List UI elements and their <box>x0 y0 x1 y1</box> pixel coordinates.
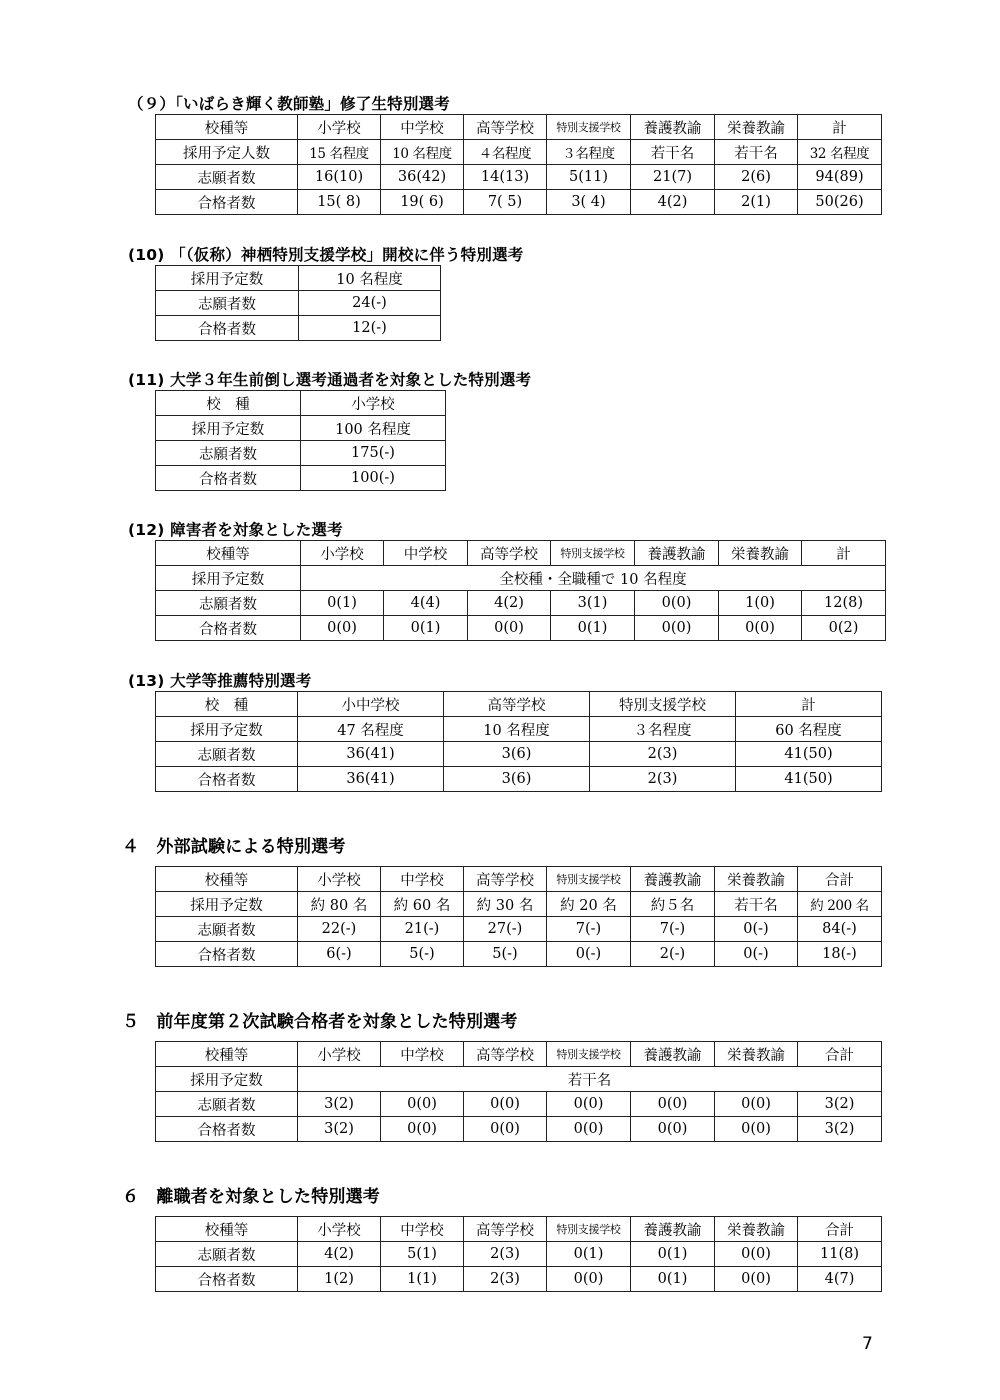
table-row <box>156 541 886 566</box>
row-label: 志願者数 <box>156 291 299 316</box>
section-11-heading: (11) 大学３年生前倒し選考通過者を対象とした特別選考 <box>128 371 532 389</box>
table-cell: 3(2) <box>798 1092 882 1117</box>
table-cell: 合計 <box>798 1042 882 1067</box>
table-cell: 0(0) <box>468 616 551 641</box>
table-row <box>156 591 886 616</box>
table-cell: 3(2) <box>798 1117 882 1142</box>
table-cell: 0(2) <box>802 616 886 641</box>
table-cell: 2(3) <box>464 1242 547 1267</box>
table-cell: 高等学校 <box>468 541 551 566</box>
section-12-heading: (12) 障害者を対象とした選考 <box>128 521 343 539</box>
table-cell: 15( 8) <box>298 190 381 215</box>
table-row <box>156 1217 882 1242</box>
table-cell: 約 30 名 <box>464 892 547 917</box>
table-cell: 特別支援学校 <box>590 692 736 717</box>
table-cell: 4(4) <box>384 591 468 616</box>
table-cell: 14(13) <box>464 165 547 190</box>
row-label: 志願者数 <box>156 591 301 616</box>
table-row <box>156 616 886 641</box>
table-cell: 0(0) <box>635 616 719 641</box>
table-cell: 養護教諭 <box>631 115 715 140</box>
table-cell: 0(1) <box>551 616 635 641</box>
table-cell: 特別支援学校 <box>551 541 635 566</box>
table-cell: 21(-) <box>381 917 464 942</box>
table-cell: 21(7) <box>631 165 715 190</box>
table-cell: 15 名程度 <box>298 140 381 165</box>
table-cell: 60 名程度 <box>736 717 882 742</box>
table-cell: 養護教諭 <box>631 867 715 892</box>
table-cell: 50(26) <box>798 190 882 215</box>
table-cell: 0(0) <box>719 616 802 641</box>
table-cell: 小学校 <box>298 1042 381 1067</box>
table-row <box>156 942 882 967</box>
table-cell: 養護教諭 <box>631 1042 715 1067</box>
table-cell: 2(3) <box>464 1267 547 1292</box>
table-cell: 4(2) <box>298 1242 381 1267</box>
table-cell: 11(8) <box>798 1242 882 1267</box>
row-label: 志願者数 <box>156 1092 298 1117</box>
table-cell: 0(1) <box>301 591 384 616</box>
table-cell: 特別支援学校 <box>547 867 631 892</box>
table-cell: 19( 6) <box>381 190 464 215</box>
table-cell: 高等学校 <box>464 867 547 892</box>
row-label: 志願者数 <box>156 165 298 190</box>
table-row <box>156 291 441 316</box>
row-label: 合格者数 <box>156 1267 298 1292</box>
table-row <box>156 1092 882 1117</box>
table-row <box>156 1042 882 1067</box>
row-label: 採用予定数 <box>156 717 298 742</box>
table-cell: 0(-) <box>547 942 631 967</box>
table-cell: 10 名程度 <box>299 266 441 291</box>
table-cell: 3(6) <box>444 742 590 767</box>
section-10-heading: (10) 「（仮称）神栖特別支援学校」開校に伴う特別選考 <box>128 246 524 264</box>
table-cell: 1(2) <box>298 1267 381 1292</box>
table-cell: 27(-) <box>464 917 547 942</box>
table-cell: 7(-) <box>631 917 715 942</box>
table-row <box>156 692 882 717</box>
table-cell: 高等学校 <box>444 692 590 717</box>
table-row <box>156 1242 882 1267</box>
table-cell: 小中学校 <box>298 692 444 717</box>
table-row <box>156 466 446 491</box>
table-cell: 41(50) <box>736 767 882 792</box>
section-5-table <box>155 1041 882 1142</box>
table-cell: 32 名程度 <box>798 140 882 165</box>
row-label: 合格者数 <box>156 316 299 341</box>
table-cell: 中学校 <box>384 541 468 566</box>
table-cell: 0(1) <box>631 1267 715 1292</box>
row-label: 合格者数 <box>156 942 298 967</box>
table-row <box>156 416 446 441</box>
table-cell: 0(-) <box>715 942 798 967</box>
table-cell: 0(0) <box>715 1267 798 1292</box>
table-cell: 5(11) <box>547 165 631 190</box>
table-cell: 特別支援学校 <box>547 1217 631 1242</box>
table-cell: 約 80 名 <box>298 892 381 917</box>
row-label: 校 種 <box>156 391 301 416</box>
page-number: 7 <box>862 1334 873 1354</box>
table-cell: 0(0) <box>631 1117 715 1142</box>
table-cell: 計 <box>736 692 882 717</box>
table-cell: 100 名程度 <box>301 416 446 441</box>
table-cell: 4(2) <box>468 591 551 616</box>
table-cell: 4(7) <box>798 1267 882 1292</box>
table-cell: 中学校 <box>381 867 464 892</box>
table-cell: 5(-) <box>464 942 547 967</box>
table-cell: 養護教諭 <box>631 1217 715 1242</box>
table-cell: 高等学校 <box>464 115 547 140</box>
row-label: 合格者数 <box>156 616 301 641</box>
table-cell: 0(1) <box>631 1242 715 1267</box>
table-cell: 2(6) <box>715 165 798 190</box>
section-10-table <box>155 265 441 341</box>
table-cell: ３名程度 <box>547 140 631 165</box>
table-cell: 18(-) <box>798 942 882 967</box>
table-cell: 合計 <box>798 867 882 892</box>
table-cell: 94(89) <box>798 165 882 190</box>
table-cell: 約 20 名 <box>547 892 631 917</box>
table-cell: 3(6) <box>444 767 590 792</box>
row-label: 合格者数 <box>156 767 298 792</box>
section-5-heading: ５ 前年度第２次試験合格者を対象とした特別選考 <box>122 1012 518 1032</box>
table-cell: 3(1) <box>551 591 635 616</box>
table-cell: ３名程度 <box>590 717 736 742</box>
row-label: 志願者数 <box>156 917 298 942</box>
row-label: 合格者数 <box>156 466 301 491</box>
table-cell: 0(0) <box>547 1092 631 1117</box>
row-label: 採用予定数 <box>156 416 301 441</box>
table-cell: 5(1) <box>381 1242 464 1267</box>
table-row <box>156 190 882 215</box>
table-row <box>156 767 882 792</box>
table-cell: 0(0) <box>631 1092 715 1117</box>
row-label: 校種等 <box>156 115 298 140</box>
table-cell: 10 名程度 <box>381 140 464 165</box>
row-label: 志願者数 <box>156 441 301 466</box>
table-cell: 1(0) <box>719 591 802 616</box>
table-cell: 0(0) <box>635 591 719 616</box>
section-13-heading: (13) 大学等推薦特別選考 <box>128 672 312 690</box>
table-cell: 若干名 <box>715 140 798 165</box>
table-cell: 6(-) <box>298 942 381 967</box>
row-label: 校種等 <box>156 1042 298 1067</box>
table-cell: 小学校 <box>301 541 384 566</box>
table-cell: 2(1) <box>715 190 798 215</box>
table-cell: 小学校 <box>298 867 381 892</box>
table-row <box>156 867 882 892</box>
table-cell: 栄養教諭 <box>715 1042 798 1067</box>
table-cell: 小学校 <box>301 391 446 416</box>
table-cell: 合計 <box>798 1217 882 1242</box>
table-cell: 0(1) <box>384 616 468 641</box>
table-row <box>156 717 882 742</box>
table-cell: 0(0) <box>464 1117 547 1142</box>
row-label: 採用予定数 <box>156 1067 298 1092</box>
table-cell: 0(0) <box>301 616 384 641</box>
table-cell: 84(-) <box>798 917 882 942</box>
section-13-table <box>155 691 882 792</box>
table-cell: 4(2) <box>631 190 715 215</box>
table-cell: 2(3) <box>590 767 736 792</box>
table-row <box>156 1067 882 1092</box>
table-cell: 特別支援学校 <box>547 115 631 140</box>
table-cell: 若干名 <box>715 892 798 917</box>
section-11-table <box>155 390 446 491</box>
table-row <box>156 441 446 466</box>
table-cell: 高等学校 <box>464 1042 547 1067</box>
table-cell: 高等学校 <box>464 1217 547 1242</box>
table-row <box>156 1267 882 1292</box>
table-cell: 約 60 名 <box>381 892 464 917</box>
row-label: 志願者数 <box>156 1242 298 1267</box>
table-row <box>156 165 882 190</box>
table-row <box>156 316 441 341</box>
row-label: 採用予定人数 <box>156 140 298 165</box>
row-label: 校種等 <box>156 1217 298 1242</box>
table-cell: 7(-) <box>547 917 631 942</box>
table-cell: 若干名 <box>631 140 715 165</box>
section-6-table <box>155 1216 882 1292</box>
table-cell: 0(1) <box>547 1242 631 1267</box>
row-label: 志願者数 <box>156 742 298 767</box>
table-cell: 5(-) <box>381 942 464 967</box>
table-cell: 中学校 <box>381 1042 464 1067</box>
table-row <box>156 140 882 165</box>
table-cell: 3(2) <box>298 1092 381 1117</box>
table-cell: 12(-) <box>299 316 441 341</box>
row-label: 採用予定数 <box>156 892 298 917</box>
table-cell: 栄養教諭 <box>715 115 798 140</box>
table-cell: 36(42) <box>381 165 464 190</box>
table-cell: 0(0) <box>715 1242 798 1267</box>
table-cell: 0(0) <box>381 1117 464 1142</box>
table-cell: 中学校 <box>381 115 464 140</box>
row-label: 合格者数 <box>156 1117 298 1142</box>
table-cell: 16(10) <box>298 165 381 190</box>
table-cell: 約 200 名 <box>798 892 882 917</box>
table-cell: 2(3) <box>590 742 736 767</box>
table-cell: 約５名 <box>631 892 715 917</box>
table-cell: 0(0) <box>547 1117 631 1142</box>
table-cell: 0(0) <box>715 1092 798 1117</box>
section-9-heading: （９）「いばらき輝く教師塾」修了生特別選考 <box>128 95 450 113</box>
table-cell-merged: 全校種・全職種で 10 名程度 <box>301 566 886 591</box>
table-cell: 0(0) <box>547 1267 631 1292</box>
row-label: 校種等 <box>156 541 301 566</box>
section-6-heading: ６ 離職者を対象とした特別選考 <box>122 1187 380 1207</box>
table-row <box>156 566 886 591</box>
table-cell: 2(-) <box>631 942 715 967</box>
table-cell: 3(2) <box>298 1117 381 1142</box>
section-12-table <box>155 540 886 641</box>
table-row <box>156 742 882 767</box>
table-cell: 3( 4) <box>547 190 631 215</box>
table-cell: 栄養教諭 <box>715 867 798 892</box>
table-cell: 22(-) <box>298 917 381 942</box>
table-cell: 計 <box>802 541 886 566</box>
table-cell: 栄養教諭 <box>719 541 802 566</box>
table-cell: 24(-) <box>299 291 441 316</box>
table-cell: 100(-) <box>301 466 446 491</box>
table-cell: 10 名程度 <box>444 717 590 742</box>
table-cell: ４名程度 <box>464 140 547 165</box>
table-row <box>156 266 441 291</box>
table-cell: 特別支援学校 <box>547 1042 631 1067</box>
table-cell: 小学校 <box>298 1217 381 1242</box>
table-cell: 0(0) <box>381 1092 464 1117</box>
table-row <box>156 115 882 140</box>
section-4-table <box>155 866 882 967</box>
table-cell: 養護教諭 <box>635 541 719 566</box>
row-label: 校 種 <box>156 692 298 717</box>
table-cell: 中学校 <box>381 1217 464 1242</box>
table-cell: 12(8) <box>802 591 886 616</box>
table-cell: 0(0) <box>715 1117 798 1142</box>
table-cell: 36(41) <box>298 767 444 792</box>
row-label: 採用予定数 <box>156 266 299 291</box>
row-label: 採用予定数 <box>156 566 301 591</box>
table-cell: 47 名程度 <box>298 717 444 742</box>
table-cell: 7( 5) <box>464 190 547 215</box>
table-row <box>156 1117 882 1142</box>
table-row <box>156 391 446 416</box>
table-cell: 175(-) <box>301 441 446 466</box>
section-9-table <box>155 114 882 215</box>
table-cell: 小学校 <box>298 115 381 140</box>
table-cell-merged: 若干名 <box>298 1067 882 1092</box>
table-cell: 1(1) <box>381 1267 464 1292</box>
table-row <box>156 892 882 917</box>
table-row <box>156 917 882 942</box>
table-cell: 41(50) <box>736 742 882 767</box>
row-label: 校種等 <box>156 867 298 892</box>
table-cell: 36(41) <box>298 742 444 767</box>
section-4-heading: ４ 外部試験による特別選考 <box>122 837 346 857</box>
table-cell: 栄養教諭 <box>715 1217 798 1242</box>
table-cell: 計 <box>798 115 882 140</box>
row-label: 合格者数 <box>156 190 298 215</box>
table-cell: 0(0) <box>464 1092 547 1117</box>
table-cell: 0(-) <box>715 917 798 942</box>
